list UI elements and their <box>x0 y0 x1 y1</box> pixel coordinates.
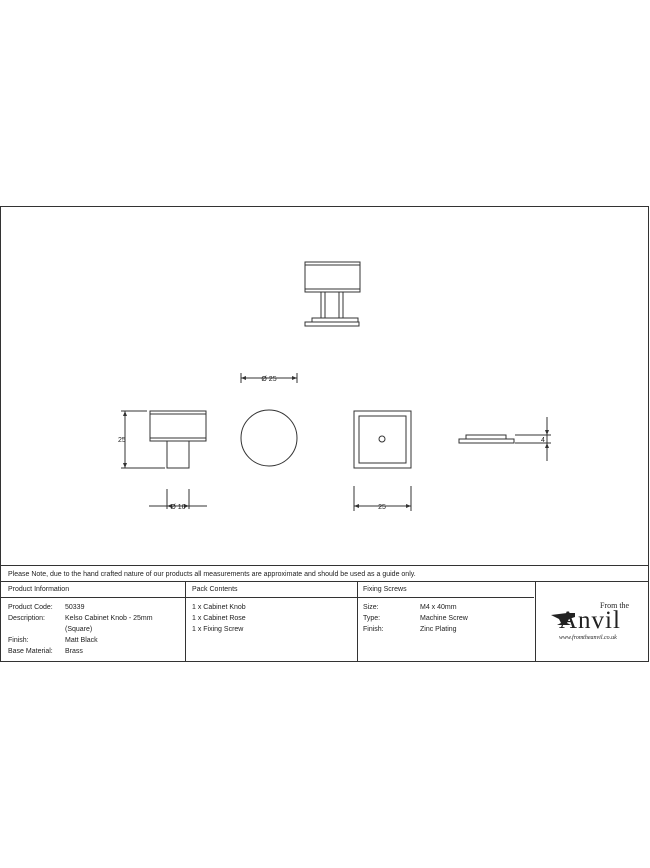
pack-item: 1 x Cabinet Knob <box>192 604 246 611</box>
fixing-screws-title: Fixing Screws <box>363 586 407 593</box>
logo-url: www.fromtheanvil.co.uk <box>559 635 617 641</box>
base-material-value: Brass <box>65 648 83 655</box>
screw-type-value: Machine Screw <box>420 615 468 622</box>
column-divider <box>185 581 186 661</box>
dim-height: 25 <box>118 437 126 444</box>
product-info-title: Product Information <box>8 586 70 593</box>
drawing-area <box>1 207 648 567</box>
rose-side-view <box>459 417 551 461</box>
column-divider <box>535 581 536 661</box>
column-divider <box>357 581 358 661</box>
logo-big-text: Anvil <box>559 607 621 634</box>
finish-value: Matt Black <box>65 637 98 644</box>
dim-rose-width: 25 <box>378 504 386 511</box>
pack-contents-title: Pack Contents <box>192 586 238 593</box>
pack-item: 1 x Cabinet Rose <box>192 615 246 622</box>
knob-side-view <box>121 411 207 509</box>
knob-perspective-view <box>305 262 360 326</box>
from-the-anvil-logo <box>545 601 640 647</box>
dim-top-diameter: Ø 25 <box>261 376 277 383</box>
base-material-label: Base Material: <box>8 648 53 655</box>
dim-rose-thickness: 4 <box>541 437 545 444</box>
screw-size-value: M4 x 40mm <box>420 604 457 611</box>
divider <box>1 581 648 582</box>
description-value-continued: (Square) <box>65 626 93 633</box>
divider <box>1 565 648 566</box>
product-code-value: 50339 <box>65 604 85 611</box>
divider <box>1 597 534 598</box>
logo-small-text: From the <box>600 601 630 610</box>
technical-drawing-sheet <box>0 206 649 662</box>
pack-item: 1 x Fixing Screw <box>192 626 244 633</box>
measurement-note: Please Note, due to the hand crafted nature of our products all measurements are approximate and should be used as a guide only. <box>8 571 416 578</box>
description-label: Description: <box>8 615 45 622</box>
screw-finish-label: Finish: <box>363 626 384 633</box>
screw-finish-value: Zinc Plating <box>420 626 457 633</box>
product-code-label: Product Code: <box>8 604 53 611</box>
screw-size-label: Size: <box>363 604 379 611</box>
rose-front-view <box>354 411 411 511</box>
description-value: Kelso Cabinet Knob - 25mm <box>65 615 153 622</box>
screw-type-label: Type: <box>363 615 381 622</box>
finish-label: Finish: <box>8 637 29 644</box>
dim-stem-diameter: Ø 10 <box>170 504 186 511</box>
knob-top-view <box>241 373 297 466</box>
